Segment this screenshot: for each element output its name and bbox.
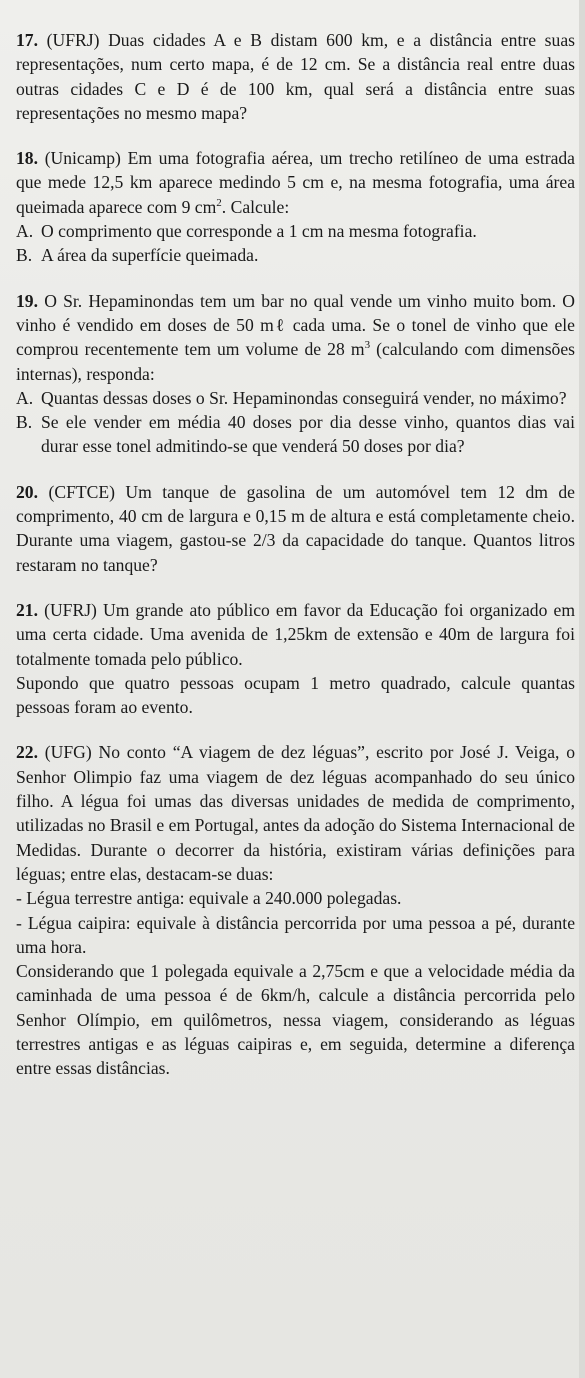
question-22-text-2: Considerando que 1 polegada equivale a 2,75cm e que a velocidade média da caminhada de uma pessoa é de 6km/h, calcule a distância percorrida pelo Senhor Olímpio, em quilômetros, nessa viagem, considerando as léguas terrestres antigas e as léguas caipiras e, em seguida, determine a diferença entre essas distâncias. bbox=[16, 961, 575, 1079]
question-body: (UFG) No conto “A viagem de dez léguas”, escrito por José J. Veiga, o Senhor Olimpio faz uma viagem de dez léguas acompanhado do seu único filho. A légua foi umas das diversas unidades de medida de comprimento, utilizadas no Brasil e em Portugal, antes da adoção do Sistema Internacional de Medidas. Durante o decorrer da história, existiram várias definições para léguas; entre elas, destacam-se duas: bbox=[16, 742, 575, 884]
question-body: (Unicamp) Em uma fotografia aérea, um trecho retilíneo de uma estrada que mede 12,5 km aparece medindo 5 cm e, na mesma fotografia, uma área queimada aparece com 9 cm bbox=[16, 148, 575, 217]
item-text: Quantas dessas doses o Sr. Hepaminondas conseguirá vender, no máximo? bbox=[41, 387, 567, 408]
item-text: Se ele vender em média 40 doses por dia desse vinho, quantos dias vai durar esse tonel admitindo-se que venderá 50 doses por dia? bbox=[41, 412, 575, 457]
page-edge bbox=[579, 0, 585, 1378]
question-18-text bbox=[16, 146, 575, 219]
question-17 bbox=[16, 28, 575, 125]
question-body-end: . Calcule: bbox=[221, 196, 290, 217]
item-text: O comprimento que corresponde a 1 cm na mesma fotografia. bbox=[41, 221, 477, 242]
question-22-definition-1: - Légua terrestre antiga: equivale a 240.000 polegadas. bbox=[16, 888, 402, 909]
question-22 bbox=[16, 740, 575, 1080]
question-body: O Sr. Hepaminondas tem um bar no qual vende um vinho muito bom. O vinho é vendido em doses de 50 mℓ cada uma. Se o tonel de vinho que ele comprou recentemente tem um volume de 28 m bbox=[16, 290, 575, 360]
question-22-text bbox=[16, 740, 575, 886]
item-letter: B. bbox=[16, 245, 33, 266]
question-body-end: (calculando com dimensões internas), responda: bbox=[16, 339, 575, 384]
item-letter: A. bbox=[16, 221, 34, 242]
question-number: 21. bbox=[16, 599, 38, 620]
question-21-text-2: Supondo que quatro pessoas ocupam 1 metro quadrado, calcule quantas pessoas foram ao evento. bbox=[16, 672, 575, 718]
question-body: (CFTCE) Um tanque de gasolina de um automóvel tem 12 dm de comprimento, 40 cm de largura e 0,15 m de altura e está completamente cheio. Durante uma viagem, gastou-se 2/3 da capacidade do tanque. Quantos litros restaram no tanque? bbox=[16, 481, 575, 575]
question-number: 18. bbox=[16, 148, 38, 169]
unit-exponent: 3 bbox=[364, 339, 371, 352]
question-19-item-a bbox=[16, 386, 575, 410]
question-19-text bbox=[16, 289, 575, 386]
question-18 bbox=[16, 146, 575, 267]
question-21 bbox=[16, 598, 575, 719]
question-17-text bbox=[16, 28, 575, 125]
question-19 bbox=[16, 289, 575, 459]
question-body: (UFRJ) Um grande ato público em favor da Educação foi organizado em uma certa cidade. Uma avenida de 1,25km de extensão e 40m de largura foi totalmente tomada pelo público. bbox=[16, 599, 575, 669]
question-body: (UFRJ) Duas cidades A e B distam 600 km, e a distância entre suas representações, num certo mapa, é de 12 cm. Se a distância real entre duas outras cidades C e D é de 100 km, qual será a distância entre suas representações no mesmo mapa? bbox=[16, 30, 575, 123]
question-number: 19. bbox=[16, 290, 38, 311]
question-18-item-b bbox=[16, 243, 575, 267]
unit-exponent: 2 bbox=[216, 196, 222, 209]
question-18-item-a bbox=[16, 219, 575, 243]
question-22-definition-2: - Légua caipira: equivale à distância percorrida por uma pessoa a pé, durante uma hora. bbox=[16, 912, 575, 957]
question-21-text bbox=[16, 598, 575, 671]
question-number: 20. bbox=[16, 481, 38, 502]
item-text: A área da superfície queimada. bbox=[41, 245, 259, 266]
item-letter: B. bbox=[16, 412, 33, 433]
question-20 bbox=[16, 480, 575, 577]
question-number: 17. bbox=[16, 30, 38, 50]
question-20-text bbox=[16, 480, 575, 577]
question-19-item-b bbox=[16, 410, 575, 459]
item-letter: A. bbox=[16, 387, 34, 408]
question-number: 22. bbox=[16, 742, 38, 763]
